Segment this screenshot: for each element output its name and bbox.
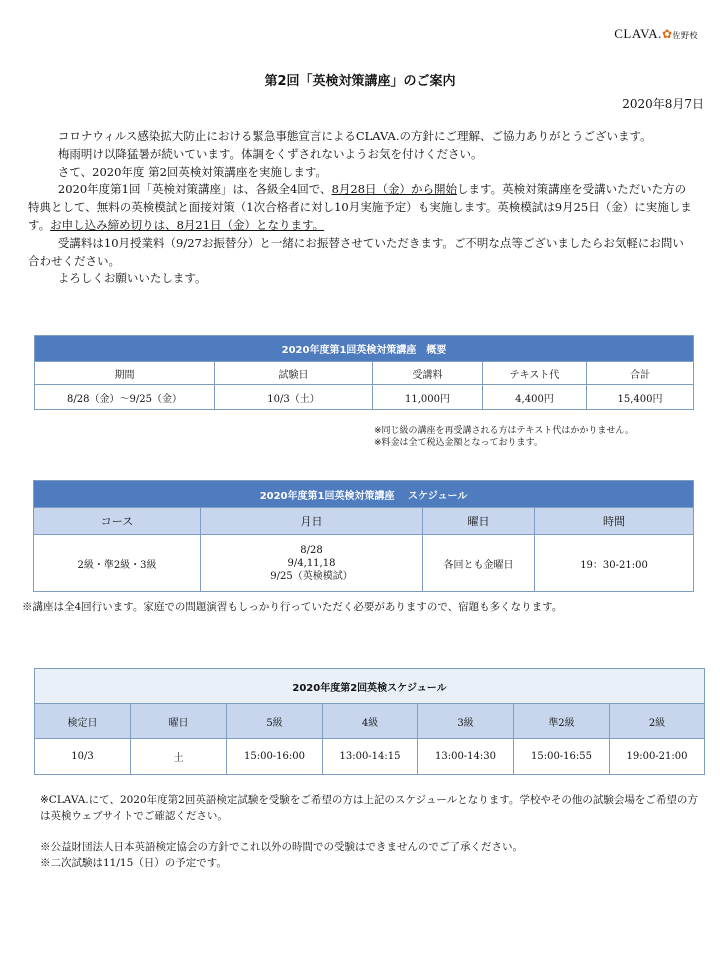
overview-cell: 10/3（土） [215,385,373,410]
paragraph-4 [28,181,692,234]
exam-cell: 土 [131,739,227,775]
paragraph-4-c: します。英検対策講座を受講いただいた方の特典として、無料の英検模試と面接対策（1次合格者に対し10月実施予定）も実施します。英検模試は9月25日（金）に実施します。 [28,182,692,232]
logo-brand: CLAVA. [614,26,662,41]
overview-table [34,335,694,410]
exam-header: 4級 [323,704,418,739]
paragraph-4-a: 2020年度第1回「英検対策講座」は、各級全4回で、 [57,182,332,197]
paragraph-2: 梅雨明け以降猛暑が続いています。体調をくずされないようお気を付けください。 [57,146,483,161]
schedule-header: 曜日 [423,508,535,535]
exam-cell: 13:00-14:30 [418,739,514,775]
schedule-date: 9/25（英検模試） [270,570,353,582]
schedule-course: 2級・準2級・3級 [34,535,201,592]
overview-notes [374,425,634,449]
exam-header: 2級 [610,704,705,739]
exam-note: ※公益財団法人日本英語検定協会の方針でこれ以外の時間での受験はできませんのでご了承ください。 [40,841,523,853]
schedule-note: ※講座は全4回行います。家庭での問題演習もしっかり行っていただく必要がありますので、宿題も多くなります。 [22,601,563,613]
overview-note: ※料金は全て税込金額となっております。 [374,438,543,448]
start-date-emphasis: 8月28日（金）から開始 [331,182,458,197]
exam-note: ※二次試験は11/15（日）の予定です。 [40,856,227,869]
overview-header: テキスト代 [483,362,587,385]
overview-note: ※同じ級の講座を再受講される方はテキスト代はかかりません。 [374,426,634,436]
deadline-emphasis: お申し込み締め切りは、8月21日（金）となります。 [50,217,325,232]
exam-header: 準2級 [514,704,610,739]
exam-cell: 19:00-21:00 [610,739,705,775]
exam-cell: 15:00-16:00 [227,739,323,775]
page-title: 第2回「英検対策講座」のご案内 [264,74,456,89]
paragraph-1: コロナウィルス感染拡大防止における緊急事態宣言によるCLAVA.の方針にご理解、ご協力ありがとうございます。 [57,129,652,143]
exam-note: ※CLAVA.にて、2020年度第2回英語検定試験を受験をご希望の方は上記のスケジュールとなります。学校やその他の試験会場をご希望の方は英検ウェブサイトでご確認ください。 [40,794,698,822]
overview-title: 2020年度第1回英検対策講座 概要 [35,336,694,362]
paragraph-5: 受講料は10月授業料（9/27お振替分）と一緒にお振替させていただきます。ご不明な点等ございましたらお気軽にお問い合わせください。 [28,235,684,268]
schedule-header: コース [34,508,201,535]
exam-header: 5級 [227,704,323,739]
exam-cell: 13:00-14:15 [323,739,418,775]
exam-header: 検定日 [35,704,131,739]
overview-header: 受講料 [373,362,483,385]
overview-header: 試験日 [215,362,373,385]
letter-date: 2020年8月7日 [622,97,704,111]
schedule-time: 19：30-21:00 [535,535,694,592]
schedule-date: 8/28 [300,544,323,556]
exam-table [34,668,705,775]
schedule-weekday: 各回とも金曜日 [423,535,535,592]
flower-icon: ✿ [661,27,673,41]
overview-cell: 8/28（金）～9/25（金） [35,385,215,410]
paragraph-6: よろしくお願いいたします。 [57,271,207,286]
logo-branch: 佐野校 [672,31,698,40]
overview-header: 期間 [35,362,215,385]
schedule-header: 月日 [201,508,423,535]
exam-cell: 15:00-16:55 [514,739,610,775]
schedule-title: 2020年度第1回英検対策講座 スケジュール [34,481,694,508]
logo [614,26,698,42]
overview-cell: 4,400円 [483,385,587,410]
exam-notes [40,793,704,871]
letter-body [28,128,692,288]
overview-cell: 15,400円 [587,385,694,410]
schedule-table [33,480,694,592]
paragraph-3: さて、2020年度 第2回英検対策講座を実施します。 [57,164,327,179]
overview-header: 合計 [587,362,694,385]
schedule-date: 9/4,11,18 [287,557,336,569]
overview-cell: 11,000円 [373,385,483,410]
exam-header: 曜日 [131,704,227,739]
schedule-header: 時間 [535,508,694,535]
schedule-dates [201,535,423,592]
exam-cell: 10/3 [35,739,131,775]
exam-title: 2020年度第2回英検スケジュール [35,669,705,704]
exam-header: 3級 [418,704,514,739]
